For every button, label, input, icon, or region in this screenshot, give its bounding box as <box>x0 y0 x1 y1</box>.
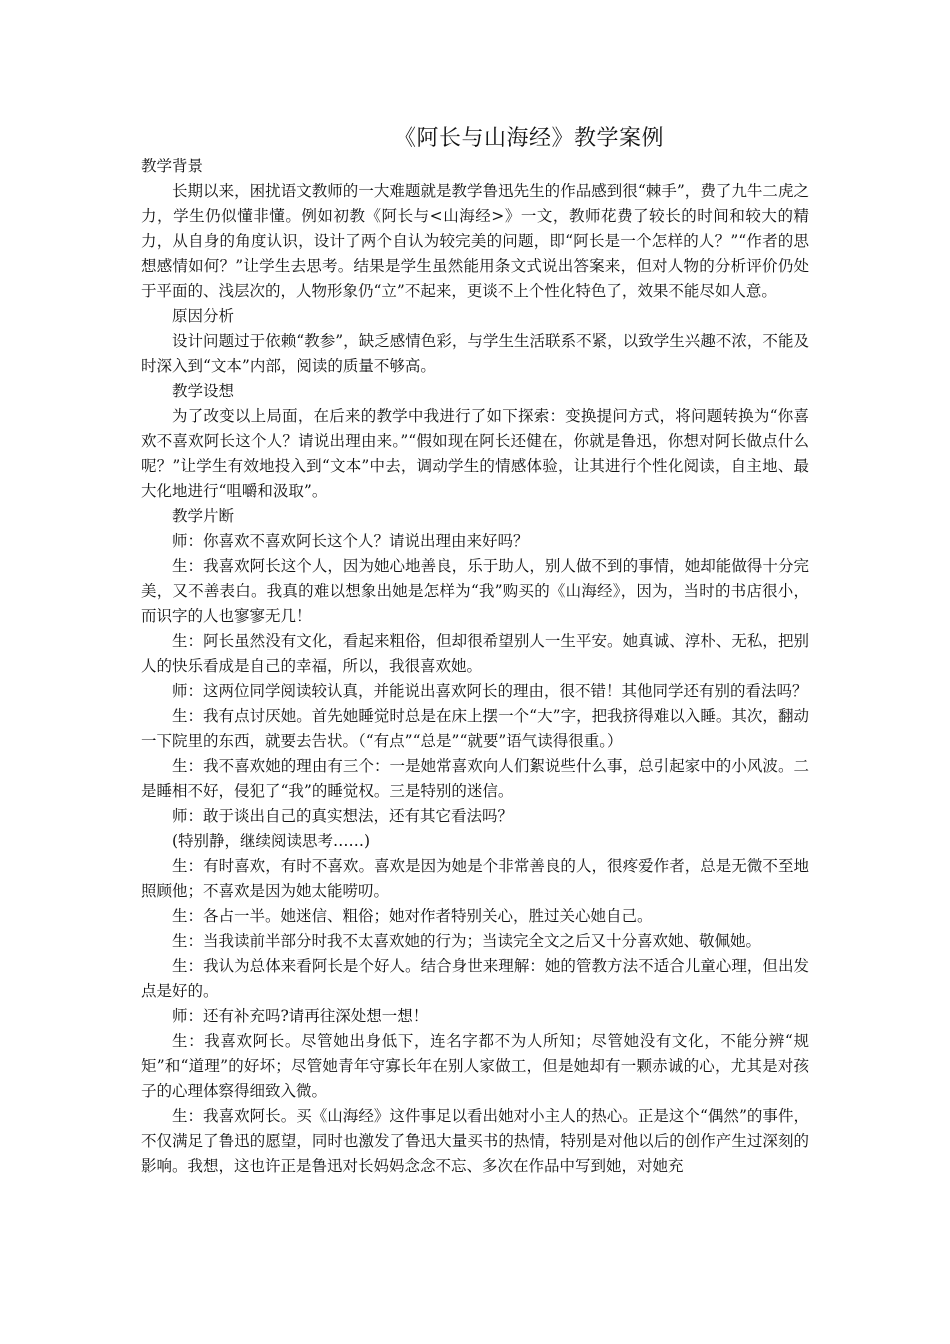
dialogue-paragraph: 生：我喜欢阿长这个人，因为她心地善良，乐于助人，别人做不到的事情，她却能做得十分完美，又不善表白。我真的难以想象出她是怎样为“我”购买的《山海经》，因为，当时的书店很小，而识字的人也寥寥无几！ <box>141 557 809 625</box>
dialogue-paragraph: (特别静，继续阅读思考……) <box>172 832 371 850</box>
section-teaching-fragment <box>141 504 809 1179</box>
dialogue-paragraph: 生：我有点讨厌她。首先她睡觉时总是在床上摆一个“大”字，把我挤得难以入睡。其次，翻动一下院里的东西，就要去告状。（“有点”“总是”“就要”语气读得很重。） <box>141 707 809 750</box>
section-cause-analysis <box>141 304 809 379</box>
dialogue-paragraph: 生：我喜欢阿长。尽管她出身低下，连名字都不为人所知；尽管她没有文化，不能分辨“规矩”和“道理”的好坏；尽管她青年守寡长年在别人家做工，但是她却有一颗赤诚的心，尤其是对孩子的心理体察得细致入微。 <box>141 1032 809 1100</box>
dialogue-paragraph: 生：我喜欢阿长。买《山海经》这件事足以看出她对小主人的热心。正是这个“偶然”的事件，不仅满足了鲁迅的愿望，同时也激发了鲁迅大量买书的热情，特别是对他以后的创作产生过深刻的影响。我想，这也许正是鲁迅对长妈妈念念不忘、多次在作品中写到她，对她充 <box>141 1107 809 1175</box>
dialogue-paragraph: 生：阿长虽然没有文化，看起来粗俗，但却很希望别人一生平安。她真诚、淳朴、无私，把别人的快乐看成是自己的幸福，所以，我很喜欢她。 <box>141 632 809 675</box>
dialogue-paragraph: 师：你喜欢不喜欢阿长这个人？请说出理由来好吗？ <box>172 532 529 550</box>
section-heading: 教学片断 <box>172 507 235 525</box>
dialogue-paragraph: 生：当我读前半部分时我不太喜欢她的行为；当读完全文之后又十分喜欢她、敬佩她。 <box>172 932 762 950</box>
document-title: 《阿长与山海经》教学案例 <box>393 126 664 151</box>
section-heading: 教学背景 <box>141 157 204 175</box>
dialogue-paragraph: 生：各占一半。她迷信、粗俗；她对作者特别关心，胜过关心她自己。 <box>172 907 653 925</box>
dialogue-paragraph: 师：还有补充吗?请再往深处想一想！ <box>172 1007 429 1025</box>
section-heading: 教学设想 <box>172 382 235 400</box>
dialogue-paragraph: 师：这两位同学阅读较认真，并能说出喜欢阿长的理由，很不错！其他同学还有别的看法吗？ <box>172 682 808 700</box>
section-heading: 原因分析 <box>172 307 235 325</box>
section-background <box>141 154 809 304</box>
paragraph: 设计问题过于依赖“教参”，缺乏感情色彩，与学生生活联系不紧，以致学生兴趣不浓，不能及时深入到“文本”内部，阅读的质量不够高。 <box>141 332 809 375</box>
dialogue-paragraph: 生：有时喜欢，有时不喜欢。喜欢是因为她是个非常善良的人，很疼爱作者，总是无微不至地照顾他；不喜欢是因为她太能唠叨。 <box>141 857 809 900</box>
section-teaching-plan <box>141 379 809 504</box>
dialogue-paragraph: 生：我不喜欢她的理由有三个：一是她常喜欢向人们絮说些什么事，总引起家中的小风波。二是睡相不好，侵犯了“我”的睡觉权。三是特别的迷信。 <box>141 757 809 800</box>
dialogue-paragraph: 生：我认为总体来看阿长是个好人。结合身世来理解：她的管教方法不适合儿童心理，但出发点是好的。 <box>141 957 809 1000</box>
document-body <box>141 154 809 1179</box>
paragraph: 为了改变以上局面，在后来的教学中我进行了如下探索：变换提问方式，将问题转换为“你喜欢不喜欢阿长这个人？请说出理由来。”“假如现在阿长还健在，你就是鲁迅，你想对阿长做点什么呢？”让学生有效地投入到“文本”中去，调动学生的情感体验，让其进行个性化阅读，自主地、最大化地进行“咀嚼和汲取”。 <box>141 407 809 500</box>
paragraph: 长期以来，困扰语文教师的一大难题就是教学鲁迅先生的作品感到很“棘手”，费了九牛二虎之力，学生仍似懂非懂。例如初教《阿长与<山海经>》一文，教师花费了较长的时间和较大的精力，从自身的角度认识，设计了两个自认为较完美的问题，即“阿长是一个怎样的人？”“作者的思想感情如何？”让学生去思考。结果是学生虽然能用条文式说出答案来，但对人物的分析评价仍处于平面的、浅层次的，人物形象仍“立”不起来，更谈不上个性化特色了，效果不能尽如人意。 <box>141 182 809 300</box>
dialogue-paragraph: 师：敢于谈出自己的真实想法，还有其它看法吗？ <box>172 807 514 825</box>
